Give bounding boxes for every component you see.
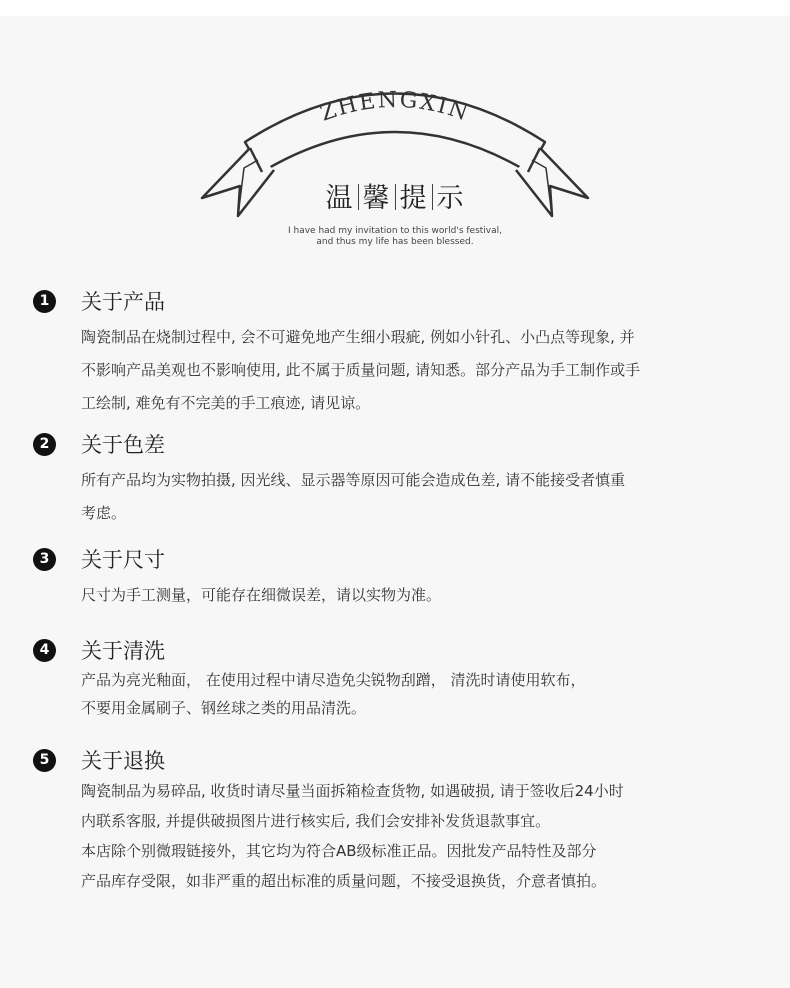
body-line: 产品为亮光釉面， 在使用过程中请尽造免尖锐物刮蹭， 清洗时请使用软布， xyxy=(81,671,586,689)
body-line: 不影响产品美观也不影响使用, 此不属于质量问题, 请知悉。部分产品为手工制作或手 xyxy=(81,361,641,379)
section-header xyxy=(33,430,753,458)
section-size xyxy=(33,545,753,612)
section-header xyxy=(33,636,753,664)
section-color-difference xyxy=(33,430,753,530)
tagline-line: and thus my life has been blessed. xyxy=(316,237,474,247)
body-line: 陶瓷制品在烧制过程中, 会不可避免地产生细小瑕疵, 例如小针孔、小凸点等现象, 并 xyxy=(81,328,635,346)
page-title xyxy=(0,176,790,215)
body-line: 尺寸为手工测量，可能存在细微误差，请以实物为准。 xyxy=(81,586,442,604)
section-body xyxy=(81,666,753,722)
title-separator xyxy=(395,184,396,210)
section-heading: 关于尺寸 xyxy=(81,548,165,572)
section-body xyxy=(81,464,753,530)
section-number-badge: 2 xyxy=(33,433,56,456)
section-header xyxy=(33,545,753,573)
body-line: 考虑。 xyxy=(81,504,127,522)
body-line: 产品库存受限，如非严重的超出标准的质量问题，不接受退换货，介意者慎拍。 xyxy=(81,872,607,890)
body-line: 工绘制, 难免有不完美的手工痕迹, 请见谅。 xyxy=(81,394,371,412)
section-heading: 关于退换 xyxy=(81,749,165,773)
section-body xyxy=(81,321,753,420)
section-heading: 关于产品 xyxy=(81,290,165,314)
section-number-badge: 4 xyxy=(33,639,56,662)
title-separator xyxy=(432,184,433,210)
body-line: 不要用金属刷子、钢丝球之类的用品清洗。 xyxy=(81,699,367,717)
section-number-badge: 5 xyxy=(33,749,56,772)
title-char: 示 xyxy=(436,183,465,214)
section-header xyxy=(33,746,753,774)
section-cleaning xyxy=(33,636,753,722)
brand-name: ZHENGXIN xyxy=(317,87,473,127)
section-product xyxy=(33,287,753,420)
section-returns xyxy=(33,746,753,896)
title-char: 馨 xyxy=(362,183,391,214)
section-number-badge: 3 xyxy=(33,548,56,571)
title-char: 温 xyxy=(325,183,354,214)
title-separator xyxy=(358,184,359,210)
section-body xyxy=(81,579,753,612)
section-body xyxy=(81,776,753,896)
body-line: 本店除个别微瑕链接外，其它均为符合AB级标准正品。因批发产品特性及部分 xyxy=(81,842,597,860)
tagline xyxy=(0,226,790,248)
tagline-line: I have had my invitation to this world's festival, xyxy=(288,226,502,236)
section-number-badge: 1 xyxy=(33,290,56,313)
body-line: 内联系客服, 并提供破损图片进行核实后, 我们会安排补发货退款事宜。 xyxy=(81,812,551,830)
body-line: 所有产品均为实物拍摄, 因光线、显示器等原因可能会造成色差, 请不能接受者慎重 xyxy=(81,471,626,489)
body-line: 陶瓷制品为易碎品, 收货时请尽量当面拆箱检查货物, 如遇破损, 请于签收后24小时 xyxy=(81,782,624,800)
section-header xyxy=(33,287,753,315)
title-char: 提 xyxy=(399,183,428,214)
section-heading: 关于色差 xyxy=(81,433,165,457)
section-heading: 关于清洗 xyxy=(81,639,165,663)
